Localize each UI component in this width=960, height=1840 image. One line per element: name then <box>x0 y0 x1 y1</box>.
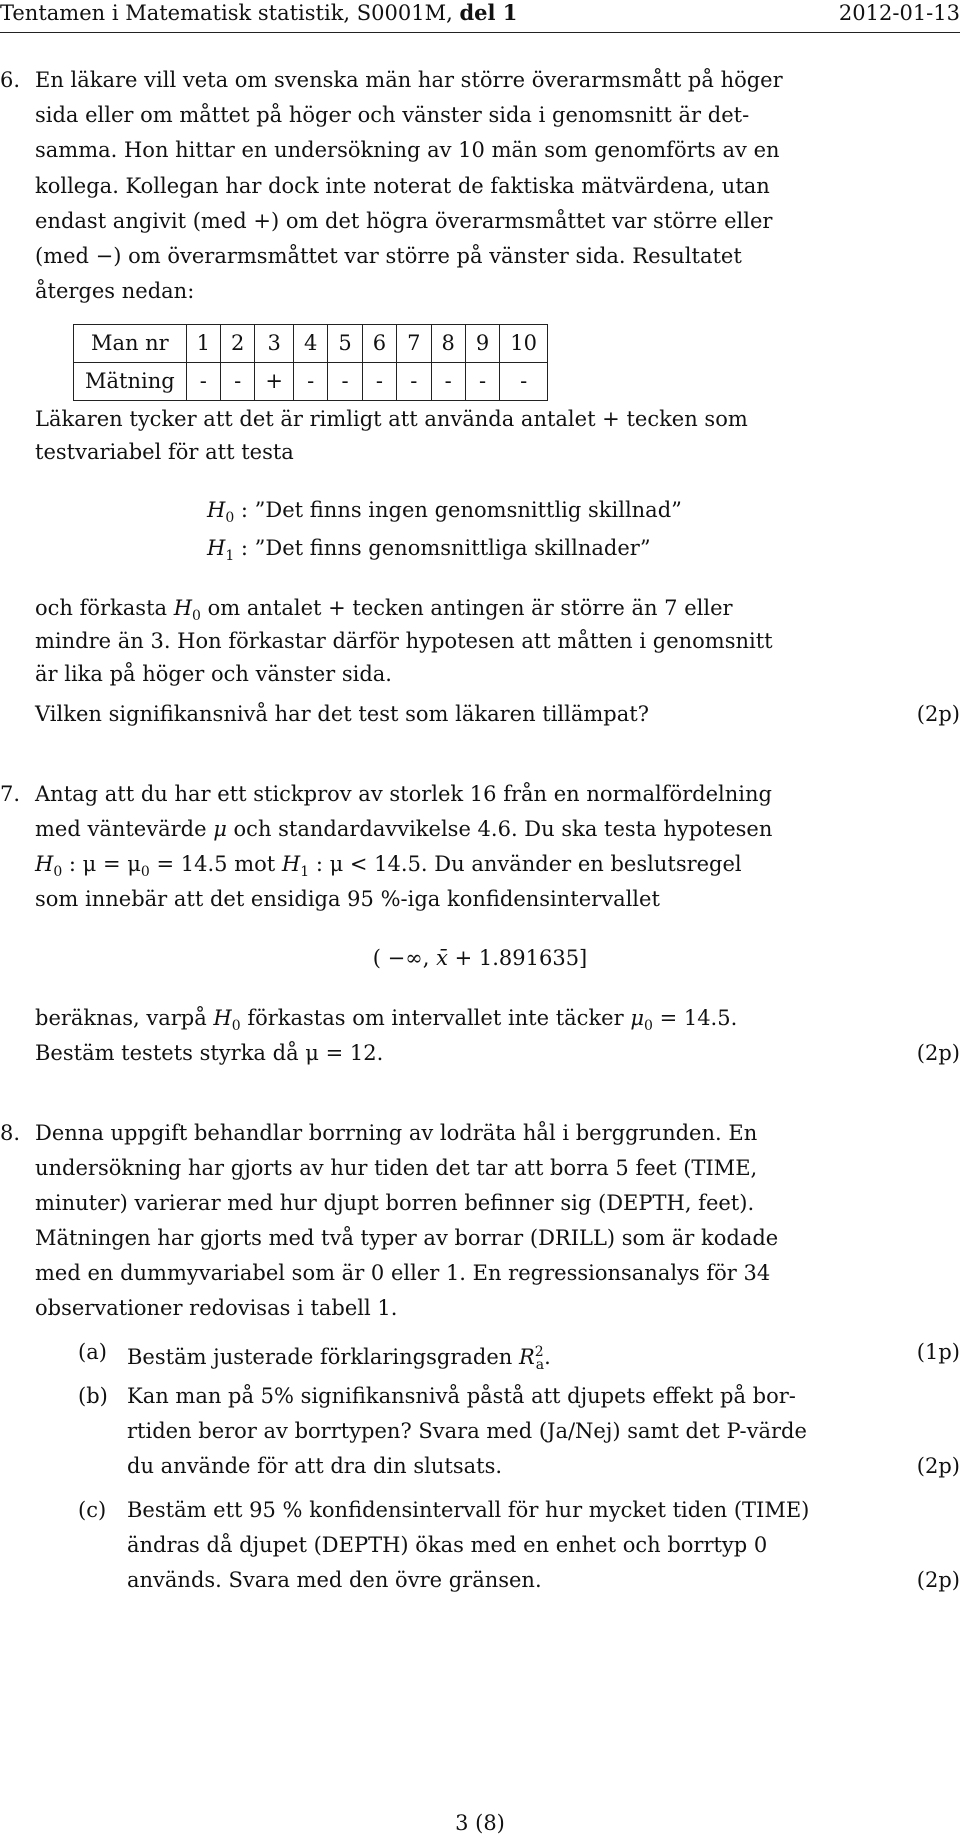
table-cell: - <box>328 363 362 401</box>
q8b-line-2: rtiden beror av borrtypen? Svara med (Ja/Nej) samt det P-värde <box>127 1419 807 1443</box>
q7-h0-inline-symbol: H <box>213 1006 232 1030</box>
q8c-label: (c) <box>78 1498 107 1522</box>
q7-text-5b: förkastas om intervallet inte täcker <box>240 1006 631 1030</box>
table-cell: - <box>431 363 465 401</box>
q8-line-3: minuter) varierar med hur djupt borren befinner sig (DEPTH, feet). <box>35 1191 755 1215</box>
h0-symbol: H <box>207 498 226 522</box>
q8b-line-1: Kan man på 5% signifikansnivå påstå att djupets effekt på bor- <box>127 1384 796 1408</box>
q7-number: 7. <box>0 782 21 806</box>
table-row-man-nr <box>74 325 548 363</box>
q8-line-2: undersökning har gjorts av hur tiden det tar att borra 5 feet (TIME, <box>35 1156 758 1180</box>
table-cell: 1 <box>186 325 220 363</box>
q8a-label: (a) <box>78 1340 107 1364</box>
table-cell: - <box>294 363 328 401</box>
q7-text-3b: = 14.5 mot <box>149 852 282 876</box>
header-title-bold: del 1 <box>459 0 518 25</box>
table-cell: 3 <box>255 325 294 363</box>
q7-line-3 <box>35 850 742 886</box>
q7-h0-symbol: H <box>35 852 54 876</box>
header-date: 2012-01-13 <box>838 1 960 25</box>
q8-number: 8. <box>0 1121 21 1145</box>
q8a-text <box>127 1338 551 1379</box>
q6-line-1 <box>35 66 960 94</box>
table-cell: 9 <box>465 325 499 363</box>
q6-line-4: kollega. Kollegan har dock inte noterat de faktiska mätvärdena, utan <box>35 174 770 198</box>
q7-h0-inline-subscript: 0 <box>231 1018 241 1035</box>
q6-line-5: endast angivit (med +) om det högra överarmsmåttet var större eller <box>35 209 773 233</box>
r-squared-subscript: a <box>535 1357 545 1374</box>
q8-line-1: Denna uppgift behandlar borrning av lodräta hål i berggrunden. En <box>35 1121 758 1145</box>
q8a-text-end: . <box>544 1345 551 1369</box>
table-cell: 8 <box>431 325 465 363</box>
ci-left: ( −∞, <box>372 946 437 970</box>
q7-text-5a: beräknas, varpå <box>35 1006 214 1030</box>
q8b-line-3: du använde för att dra din slutsats. <box>127 1454 503 1478</box>
q8c-line-2: ändras då djupet (DEPTH) ökas med en enhet och borrtyp 0 <box>127 1533 768 1557</box>
table-cell: 5 <box>328 325 362 363</box>
header-divider <box>0 32 960 33</box>
h1-symbol: H <box>207 536 226 560</box>
table-cell: 10 <box>500 325 548 363</box>
h0-subscript: 0 <box>225 510 235 527</box>
h1-subscript: 1 <box>225 548 235 565</box>
q8-line-6: observationer redovisas i tabell 1. <box>35 1296 398 1320</box>
q6-line-10 <box>35 594 733 630</box>
q7-text-3c: : μ < 14.5. Du använder en beslutsregel <box>309 852 742 876</box>
table-header-matning: Mätning <box>74 363 187 401</box>
q7-text-2a: med väntevärde <box>35 817 214 841</box>
table-row-matning <box>74 363 548 401</box>
table-cell: - <box>186 363 220 401</box>
page-header <box>0 0 960 26</box>
page-number: 3 (8) <box>455 1811 505 1835</box>
q8c-points: (2p) <box>916 1568 960 1592</box>
q6-line-8: Läkaren tycker att det är rimligt att använda antalet + tecken som <box>35 407 748 431</box>
q7-line-1: Antag att du har ett stickprov av storlek 16 från en normalfördelning <box>35 782 772 806</box>
q6-points: (2p) <box>916 702 960 726</box>
q7-line-2 <box>35 815 772 843</box>
q6-line-13: Vilken signifikansnivå har det test som läkaren tillämpat? <box>35 702 649 726</box>
h1-text: : ”Det finns genomsnittliga skillnader” <box>234 536 651 560</box>
r-squared-superscript: 2 <box>534 1344 544 1360</box>
h0-inline-symbol: H <box>173 596 193 620</box>
table-cell: - <box>397 363 431 401</box>
q7-text-5c: = 14.5. <box>652 1006 738 1030</box>
table-cell: 2 <box>221 325 255 363</box>
q8c-line-3: används. Svara med den övre gränsen. <box>127 1568 542 1592</box>
q7-h1-symbol: H <box>281 852 301 876</box>
hypothesis-h0 <box>207 496 682 532</box>
header-title-plain: Tentamen i Matematisk statistik, S0001M, <box>0 1 460 25</box>
q6-line-11: mindre än 3. Hon förkastar därför hypotesen att måtten i genomsnitt <box>35 629 773 653</box>
mu-inline-symbol: μ <box>630 1006 644 1030</box>
table-cell: 7 <box>397 325 431 363</box>
table-cell: 4 <box>294 325 328 363</box>
q8a-text-main: Bestäm justerade förklaringsgraden <box>127 1345 519 1369</box>
q7-line-5 <box>35 1004 737 1040</box>
table-cell: 6 <box>362 325 396 363</box>
q7-h0-subscript: 0 <box>53 864 63 881</box>
q8b-label: (b) <box>78 1384 108 1408</box>
measurement-table <box>73 324 548 401</box>
q6-line-12: är lika på höger och vänster sida. <box>35 662 392 686</box>
q7-text-2b: och standardavvikelse 4.6. Du ska testa hypotesen <box>226 817 773 841</box>
q8-line-5: med en dummyvariabel som är 0 eller 1. En regressionsanalys för 34 <box>35 1261 771 1285</box>
q6-line-7: återges nedan: <box>35 279 195 303</box>
confidence-interval-formula <box>0 944 960 972</box>
h0-text: : ”Det finns ingen genomsnittlig skillnad” <box>234 498 682 522</box>
h0-inline-subscript: 0 <box>192 608 201 625</box>
hypothesis-h1 <box>207 534 651 570</box>
ci-right: + 1.891635] <box>447 946 588 970</box>
q7-text-3a: : μ = μ <box>62 852 141 876</box>
q8-line-4: Mätningen har gjorts med två typer av borrar (DRILL) som är kodade <box>35 1226 779 1250</box>
table-header-man-nr: Man nr <box>74 325 187 363</box>
mu-inline-subscript: 0 <box>643 1018 653 1035</box>
q6-line-6: (med −) om överarmsmåttet var större på vänster sida. Resultatet <box>35 244 742 268</box>
q8b-points: (2p) <box>916 1454 960 1478</box>
mu0-subscript: 0 <box>140 864 150 881</box>
q6-line-2: sida eller om måttet på höger och vänster sida i genomsnitt är det- <box>35 103 750 127</box>
header-title <box>0 0 517 26</box>
q7-line-6: Bestäm testets styrka då μ = 12. <box>35 1041 384 1065</box>
q7-points: (2p) <box>916 1041 960 1065</box>
table-cell: - <box>465 363 499 401</box>
q6-number: 6. <box>0 68 21 92</box>
q6-line-3: samma. Hon hittar en undersökning av 10 män som genomförts av en <box>35 138 780 162</box>
q8c-line-1: Bestäm ett 95 % konfidensintervall för hur mycket tiden (TIME) <box>127 1498 810 1522</box>
table-cell: - <box>500 363 548 401</box>
r-squared-symbol: R <box>518 1345 535 1369</box>
q6-text-1: En läkare vill veta om svenska män har större överarmsmått på höger <box>35 68 783 92</box>
q7-line-4: som innebär att det ensidiga 95 %-iga konfidensintervallet <box>35 887 660 911</box>
table-cell: - <box>221 363 255 401</box>
x-bar-symbol: x̄ <box>436 946 448 970</box>
q8a-points: (1p) <box>916 1340 960 1364</box>
mu-symbol: μ <box>213 817 227 841</box>
table-cell: - <box>362 363 396 401</box>
q6-text-10b: om antalet + tecken antingen är större än 7 eller <box>200 596 733 620</box>
q6-line-9: testvariabel för att testa <box>35 440 294 464</box>
table-cell: + <box>255 363 294 401</box>
q6-text-10a: och förkasta <box>35 596 174 620</box>
q7-h1-subscript: 1 <box>300 864 310 881</box>
